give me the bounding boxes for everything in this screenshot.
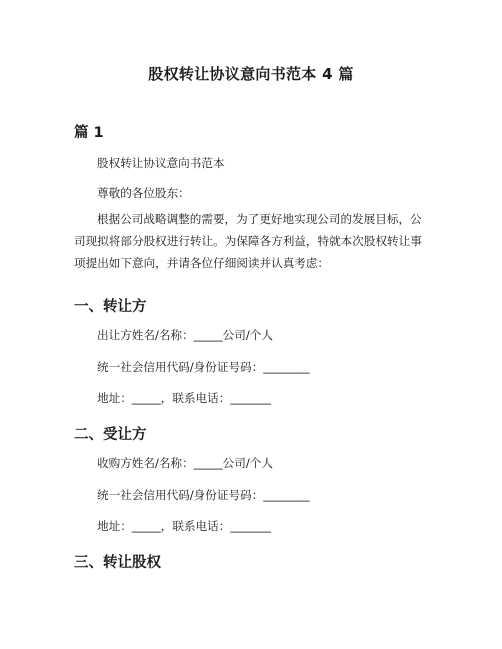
intro-body: 根据公司战略调整的需要，为了更好地实现公司的发展目标，公司现拟将部分股权进行转让。为保障各方利益，特就本次股权转让事项提出如下意向，并请各位仔细阅读并认真考虑： <box>74 212 422 270</box>
section-heading-transferee: 二、受让方 <box>74 427 147 443</box>
section-heading-transferor: 一、转让方 <box>74 299 147 315</box>
intro-greeting: 尊敬的各位股东： <box>97 186 190 200</box>
transferee-id-line: 统一社会信用代码/身份证号码：________ <box>97 488 310 502</box>
document-title: 股权转让协议意向书范本 4 篇 <box>148 65 354 83</box>
transferee-name-line: 收购方姓名/名称：_____公司/个人 <box>97 456 273 470</box>
section-heading-transferred-equity: 三、转让股权 <box>74 555 161 571</box>
part-heading: 篇 1 <box>74 125 104 141</box>
transferor-id-line: 统一社会信用代码/身份证号码：________ <box>97 360 310 374</box>
transferor-address-line: 地址：_____，联系电话：_______ <box>97 391 271 405</box>
transferee-address-line: 地址：_____，联系电话：_______ <box>97 519 271 533</box>
transferor-name-line: 出让方姓名/名称：_____公司/个人 <box>97 328 273 342</box>
intro-doc-name: 股权转让协议意向书范本 <box>97 156 225 170</box>
